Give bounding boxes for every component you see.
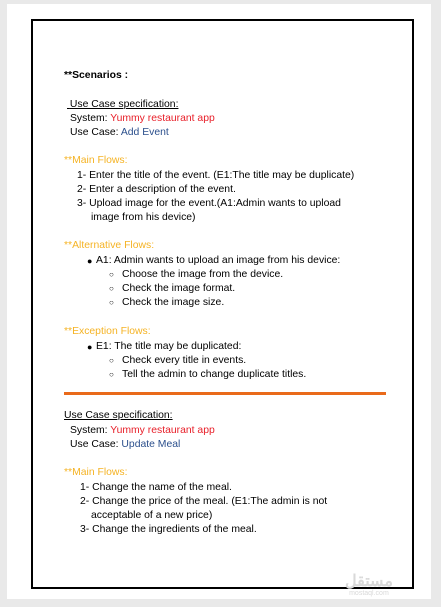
circle-bullet-icon: ○ [109,298,114,307]
uc1-exc-flows-heading: **Exception Flows: [64,326,151,337]
circle-bullet-icon: ○ [109,356,114,365]
uc2-system-value: Yummy restaurant app [110,425,215,436]
uc1-alt-item: A1: Admin wants to upload an image from his device: [96,255,341,266]
uc2-main-flows-heading: **Main Flows: [64,467,128,478]
uc2-main-flow-2: 2- Change the price of the meal. (E1:The admin is not [80,496,328,507]
circle-bullet-icon: ○ [109,370,114,379]
uc1-main-flow-2: 2- Enter a description of the event. [77,184,236,195]
uc1-alt-subitem-3: Check the image size. [122,297,225,308]
circle-bullet-icon: ○ [109,284,114,293]
bullet-icon: ● [87,342,93,352]
section-divider [64,392,386,395]
bullet-icon: ● [87,256,93,266]
uc2-system-line [70,425,215,437]
uc2-spec-label: Use Case specification: [64,410,173,421]
uc1-usecase-line [70,127,169,139]
uc1-main-flow-3: 3- Upload image for the event.(A1:Admin wants to upload [77,198,341,209]
uc1-exc-subitem-2: Tell the admin to change duplicate titles. [122,369,307,380]
uc1-spec-text: Use Case specification: [69,99,179,110]
uc2-main-flow-2-cont: acceptable of a new price) [91,510,213,521]
watermark-main: مستقل [345,573,393,590]
uc1-spec-label [67,99,178,111]
uc1-exc-item: E1: The title may be duplicated: [96,341,242,352]
uc1-system-value: Yummy restaurant app [110,113,215,124]
uc1-main-flows-heading: **Main Flows: [64,155,128,166]
uc2-usecase-line [70,439,180,451]
uc2-usecase-value: Update Meal [121,439,181,450]
scenarios-heading: **Scenarios : [64,70,129,81]
watermark-sub: mostaql.com [349,590,389,597]
uc2-system-label: System: [70,425,111,436]
uc1-system-line [70,113,215,125]
uc1-alt-flows-heading: **Alternative Flows: [64,240,155,251]
uc2-main-flow-1: 1- Change the name of the meal. [80,482,232,493]
uc1-main-flow-1: 1- Enter the title of the event. (E1:The title may be duplicate) [77,170,355,181]
uc1-usecase-label: Use Case: [70,127,121,138]
uc2-main-flow-3: 3- Change the ingredients of the meal. [80,524,257,535]
circle-bullet-icon: ○ [109,270,114,279]
uc2-usecase-label: Use Case: [70,439,122,450]
mostaql-watermark [345,574,393,598]
uc1-alt-subitem-2: Check the image format. [122,283,236,294]
uc1-exc-subitem-1: Check every title in events. [122,355,247,366]
uc1-system-label: System: [70,113,111,124]
uc1-usecase-value: Add Event [120,127,169,138]
uc1-main-flow-3-cont: image from his device) [91,212,196,223]
uc1-alt-subitem-1: Choose the image from the device. [122,269,284,280]
